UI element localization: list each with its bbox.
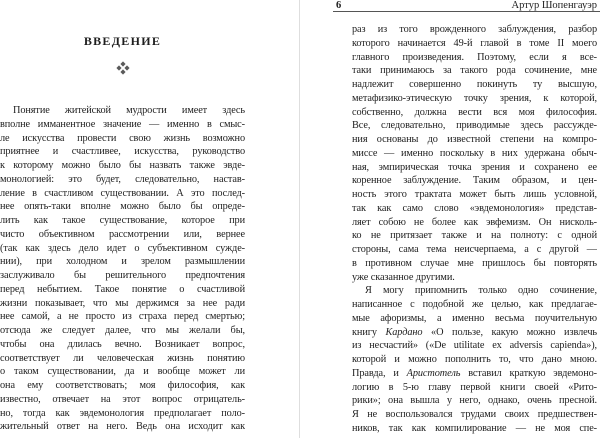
text-line: ная, эмпирическая точка зрения и сохранено ее (352, 161, 597, 173)
text-line: но, тогда как эвдемонология предполагает поло- (0, 407, 245, 419)
chapter-title: ВВЕДЕНИЕ (83, 34, 162, 48)
text-line: которого начинается 49-й главой в томе II моего (352, 37, 597, 49)
text-line: нее самой, а не просто из страха перед смертью; (0, 311, 245, 323)
text-line: жизни показывает, что мы держимся за нее ради (0, 297, 245, 309)
text-line: нии), при холодном и зрелом размышлении (0, 256, 245, 268)
text-line: из несчастий» («De utilitate ex adversis capienda»), (352, 340, 597, 352)
text-line: раз из того врожденного заблуждения, разбор (352, 24, 597, 35)
text-line: Я могу припомнить только одно сочинение, (365, 285, 597, 297)
text-line: (так как здесь дело идет о субъективном сужде- (0, 242, 245, 254)
text-line: к которому можно было бы назвать также эвде- (0, 160, 245, 171)
text-line: главного произведения. Поэтому, если я все- (352, 51, 597, 63)
text-line: отсюда же следует далее, что мы желали бы, (0, 325, 245, 336)
text-line: в противном случае мне пришлось бы повторять (352, 257, 597, 269)
text-line: книгу Кардано «О пользе, какую можно извлечь (352, 326, 597, 338)
text-line: таки принимаюсь за такого рода сочинение, мне (352, 65, 597, 77)
text-line: ния основаны до известной степени на компро- (352, 134, 597, 145)
text-line: о таком существовании, да и вообще может ли (0, 366, 245, 378)
text-line: уже сказанное другими. (352, 271, 455, 283)
text-line: метафизико-этическую точку зрения, к которой, (352, 92, 597, 104)
text-line: известно, отвечает на этот вопрос отрицатель- (0, 393, 245, 405)
text-line: ко не притязает также и на полноту: с одной (352, 230, 597, 242)
running-header (333, 0, 600, 12)
left-page-text (0, 104, 245, 434)
text-line: ле искусства провести свою жизнь возможно (0, 132, 245, 144)
text-line: Понятие житейской мудрости имеет здесь (13, 105, 245, 116)
text-line: нее опять-таки вполне можно было бы опреде- (0, 201, 245, 213)
text-line: заслуживало бы решительного предпочтения (0, 270, 245, 281)
text-line: Все, следовательно, приводимые здесь рассужде- (352, 120, 597, 132)
text-line: надлежит совершенно покинуть ту высшую, (352, 79, 597, 90)
text-line: так как само слово «эвдемонология» представ- (352, 202, 597, 214)
text-line: собственно, должна вести вся моя философия. (352, 106, 597, 118)
text-line: логию в 5-ю главу первой книги своей «Рито- (352, 381, 597, 393)
text-line: чисто объективном рассмотрении или, вернее (0, 228, 245, 240)
text-line: Правда, и Аристотель вставил краткую эвдемоно- (352, 367, 597, 379)
text-line: ление в счастливом существовании. А это послед- (0, 187, 245, 199)
running-author: Артур Шопенгауэр (511, 0, 597, 11)
page-number: 6 (336, 0, 342, 11)
text-line: ляет собою не более как эвфемизм. Он нисколь- (352, 216, 597, 228)
text-line: лить как такое существование, которое при (0, 215, 245, 226)
text-line: чтобы она длилась вечно. Возникает вопрос, (0, 338, 245, 350)
text-line: монологией: это будет, следовательно, настав- (0, 173, 245, 185)
text-line: стороны, сама тема неисчерпаема, а с другой — (352, 244, 597, 255)
text-line: она ему соответствовать; моя философия, как (0, 380, 245, 391)
text-line: ность этого трактата может быть лишь условной, (352, 189, 597, 200)
text-line: Я не воспользовался трудами своих предшествен- (352, 409, 597, 420)
chapter-ornament-icon (0, 61, 245, 75)
left-page[interactable] (0, 0, 299, 438)
text-line: которой и можно пополнить то, что дано мною. (352, 354, 597, 365)
text-line: приятнее и счастливее, искусства, руководство (0, 146, 245, 158)
text-line: жительный ответ на него. Ведь она исходит как (0, 421, 245, 433)
text-line: миссе — именно поскольку в них удержана обыч- (352, 147, 597, 159)
text-line: перед небытием. Такое понятие о счастливой (0, 283, 245, 295)
text-line: коренное заблуждение. Таким образом, и цен- (352, 175, 597, 187)
text-line: ников, так как компилирование — не моя спе- (352, 422, 597, 434)
text-line: вполне имманентное значение — именно в смыс- (0, 118, 245, 130)
text-line: соответствует ли человеческая жизнь понятию (0, 352, 245, 364)
text-line: написанное с подобной же целью, как предлагае- (352, 299, 597, 310)
right-page[interactable] (300, 0, 600, 438)
text-line: рики»; она вышла у него, однако, очень пресной. (352, 395, 597, 407)
right-page-text (352, 23, 597, 436)
text-line: мые афоризмы, а именно весьма поучительную (352, 312, 597, 324)
